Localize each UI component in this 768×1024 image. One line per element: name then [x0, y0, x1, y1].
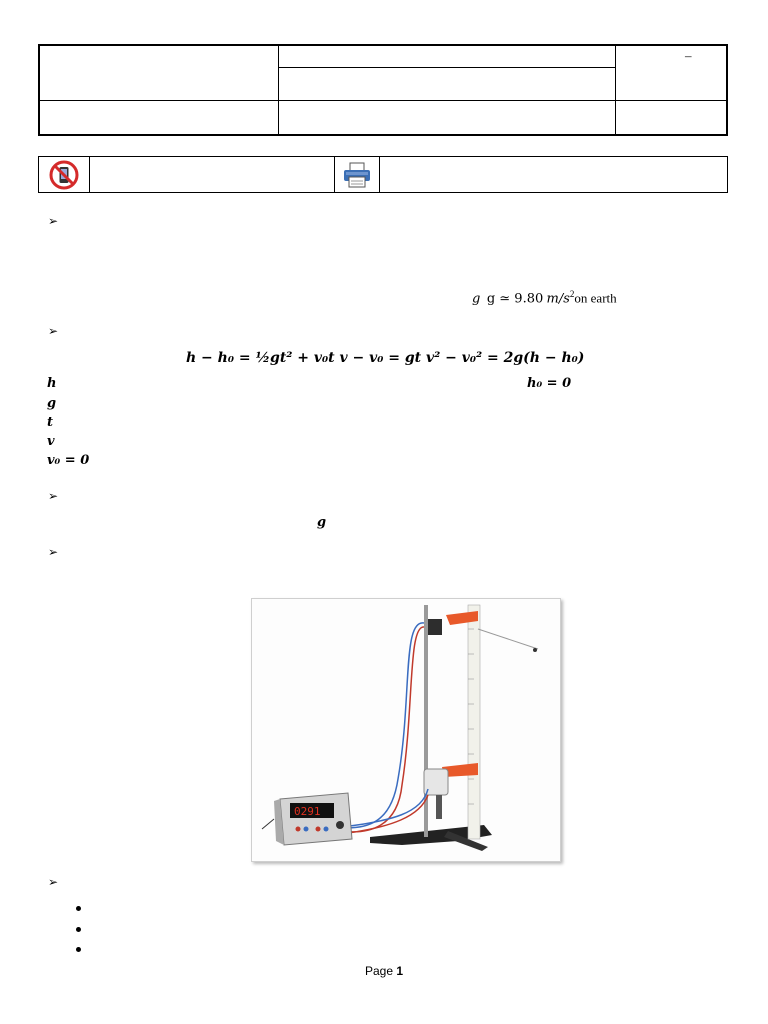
apparatus-photo — [251, 598, 561, 862]
header-col-divider-2 — [615, 46, 616, 134]
var-g: g — [47, 396, 57, 411]
g-symbol: g — [472, 291, 481, 307]
page-footer — [0, 964, 768, 978]
strip-divider-3 — [379, 157, 380, 192]
var-h: h — [47, 376, 57, 391]
var-v0-zero: v₀ = 0 — [47, 453, 90, 468]
free-fall-apparatus-image — [252, 599, 560, 861]
intro-line — [472, 289, 617, 306]
list-bullet-1 — [76, 906, 81, 911]
rules-strip — [38, 156, 728, 193]
h0-zero: h₀ = 0 — [527, 376, 572, 391]
g-unit: m/s — [546, 291, 570, 307]
list-bullet-2 — [76, 927, 81, 932]
strip-divider-1 — [89, 157, 90, 192]
header-row-divider — [40, 100, 726, 101]
page-label: Page — [364, 964, 393, 978]
bullet-arrow-1: ➢ — [48, 214, 59, 228]
header-subrow-divider — [278, 67, 615, 68]
printer-icon — [342, 161, 372, 189]
g-approx: g ≃ 9.80 — [486, 291, 544, 307]
svg-text:0291: 0291 — [294, 805, 321, 818]
strip-divider-2 — [334, 157, 335, 192]
bullet-arrow-5: ➢ — [48, 875, 59, 889]
bullet-arrow-3: ➢ — [48, 489, 59, 503]
header-dash: – — [685, 48, 692, 63]
var-v: v — [47, 434, 55, 449]
header-table — [38, 44, 728, 136]
header-col-divider-1 — [278, 46, 279, 134]
var-t: t — [47, 415, 54, 430]
bullet-arrow-2: ➢ — [48, 324, 59, 338]
on-earth-text: on earth — [574, 290, 617, 306]
list-bullet-3 — [76, 947, 81, 952]
g-unit-exponent: 2 — [569, 289, 575, 299]
no-phone-icon — [49, 160, 79, 190]
bullet-arrow-4: ➢ — [48, 545, 59, 559]
objective-g: g — [317, 515, 327, 530]
kinematic-equations: h − h₀ = ½gt² + v₀t v − v₀ = gt v² − v₀² = 2g(h − h₀) — [186, 350, 585, 366]
page-number: 1 — [396, 964, 404, 978]
